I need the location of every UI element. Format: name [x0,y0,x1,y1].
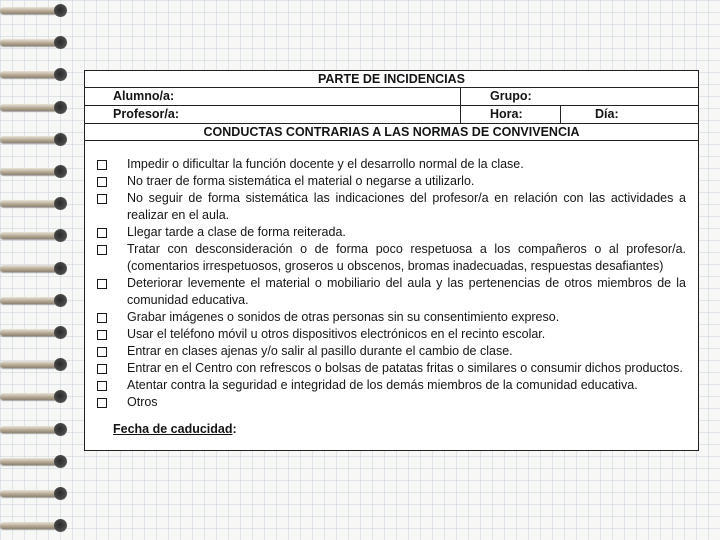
item-text: No traer de forma sistemática el material o negarse a utilizarlo. [127,174,475,188]
checkbox[interactable] [97,347,107,357]
checkbox[interactable] [97,160,107,170]
item-text: No seguir de forma sistemática las indicaciones del profesor/a en relación con las actividades a realizar en el aula. [127,191,686,222]
student-label: Alumno/a: [113,89,175,103]
group-label: Grupo: [490,89,532,103]
expiry-date-text: Fecha de caducidad [113,422,233,436]
teacher-label: Profesor/a: [113,107,179,121]
spiral-ring [0,423,70,439]
spiral-ring [0,165,70,181]
day-label: Día: [595,107,619,121]
section-title: CONDUCTAS CONTRARIAS A LAS NORMAS DE CONVIVENCIA [85,124,698,141]
expiry-date-colon: : [232,422,237,436]
item-text: Deteriorar levemente el material o mobiliario del aula y las pertenencias de otros miembros de la comunidad educativa. [127,276,686,307]
checkbox[interactable] [97,398,107,408]
spiral-ring [0,197,70,213]
checkbox[interactable] [97,245,107,255]
spiral-ring [0,455,70,471]
incident-report-form [84,70,699,451]
item-text: Grabar imágenes o sonidos de otras personas sin su consentimiento expreso. [127,310,560,324]
item-text: Llegar tarde a clase de forma reiterada. [127,225,346,239]
spiral-ring [0,101,70,117]
spiral-ring [0,487,70,503]
spiral-ring [0,68,70,84]
item-text: Otros [127,395,158,409]
spiral-ring [0,390,70,406]
spiral-ring [0,4,70,20]
checkbox[interactable] [97,279,107,289]
checkbox[interactable] [97,364,107,374]
checkbox[interactable] [97,381,107,391]
item-text: Entrar en el Centro con refrescos o bolsas de patatas fritas o similares o consumir dichos productos. [127,361,683,375]
spiral-ring [0,294,70,310]
form-title: PARTE DE INCIDENCIAS [85,71,698,88]
checkbox[interactable] [97,330,107,340]
divider [460,106,461,123]
divider [460,88,461,105]
item-text: Impedir o dificultar la función docente y el desarrollo normal de la clase. [127,157,524,171]
expiry-date-label [113,421,237,438]
spiral-ring [0,326,70,342]
teacher-row [85,106,698,124]
spiral-ring [0,36,70,52]
student-row [85,88,698,106]
spiral-ring [0,358,70,374]
divider [560,106,561,123]
spiral-binding [0,0,78,540]
hour-label: Hora: [490,107,523,121]
spiral-ring [0,262,70,278]
checkbox[interactable] [97,177,107,187]
spiral-ring [0,229,70,245]
checkbox[interactable] [97,228,107,238]
spiral-ring [0,519,70,535]
spiral-ring [0,133,70,149]
item-text: Tratar con desconsideración o de forma poco respetuosa a los compañeros o al profesor/a. (comentarios irrespetuosos, groseros u obscenos, bromas inadecuadas, respuestas desafiantes) [127,242,686,273]
item-text: Usar el teléfono móvil u otros dispositivos electrónicos en el recinto escolar. [127,327,546,341]
checkbox[interactable] [97,313,107,323]
checkbox[interactable] [97,194,107,204]
item-text: Atentar contra la seguridad e integridad de los demás miembros de la comunidad educativa. [127,378,638,392]
item-text: Entrar en clases ajenas y/o salir al pasillo durante el cambio de clase. [127,344,513,358]
